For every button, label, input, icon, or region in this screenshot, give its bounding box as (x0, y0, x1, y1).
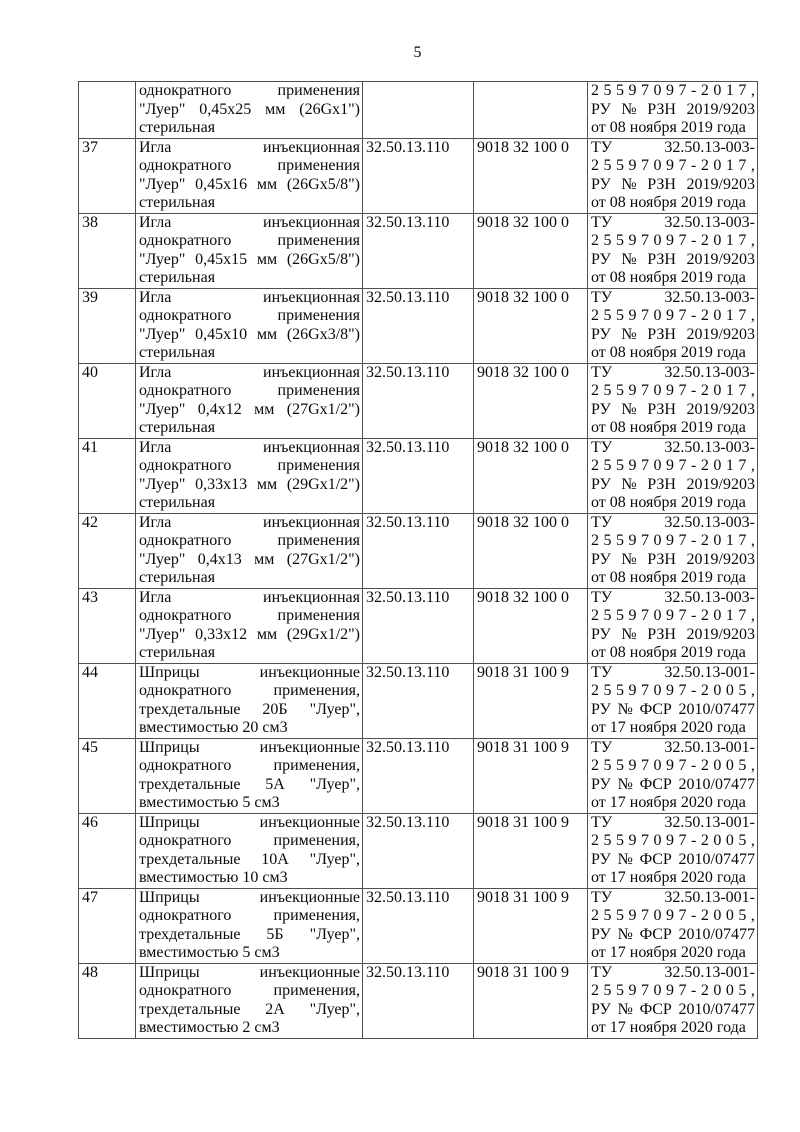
text-line: вместимостью 20 см3 (139, 719, 288, 736)
text-line: "Луер" 0,4x12 мм (27Gx1/2") (139, 400, 360, 418)
cell-row-number: 41 (79, 438, 136, 513)
text-line: однократного применения (139, 532, 360, 549)
text-line: "Луер" 0,45x15 мм (26Gx5/8") (139, 250, 360, 268)
text-line: от 17 ноября 2020 года (591, 944, 746, 961)
text-line: Игла инъекционная (139, 213, 360, 231)
text-line: от 08 ноября 2019 года (591, 119, 746, 136)
cell-classification-code: 32.50.13.110 (363, 213, 474, 288)
text-line: 2 5 5 9 7 0 9 7 - 2 0 1 7 , (591, 457, 755, 474)
text-line: однократного применения (139, 157, 360, 174)
cell-customs-code: 9018 32 100 0 (474, 588, 588, 663)
text-line: однократного применения (139, 232, 360, 249)
text-line: ТУ 32.50.13-003- (591, 363, 755, 381)
cell-product-name (136, 438, 363, 513)
text-line: 2 5 5 9 7 0 9 7 - 2 0 1 7 , (591, 157, 755, 174)
text-line: ТУ 32.50.13-003- (591, 213, 755, 231)
cell-product-name (136, 963, 363, 1038)
text-line: вместимостью 5 см3 (139, 794, 280, 811)
text-line: стерильная (139, 419, 216, 436)
text-line: РУ № РЗН 2019/9203 (591, 475, 755, 493)
cell-row-number: 40 (79, 363, 136, 438)
cell-product-name (136, 288, 363, 363)
cell-customs-code: 9018 31 100 9 (474, 813, 588, 888)
table-row (79, 363, 758, 438)
cell-product-name (136, 738, 363, 813)
text-line: РУ № ФСР 2010/07477 (591, 775, 755, 793)
cell-row-number: 46 (79, 813, 136, 888)
text-line: от 17 ноября 2020 года (591, 794, 746, 811)
text-line: 2 5 5 9 7 0 9 7 - 2 0 0 5 , (591, 832, 755, 849)
text-line: стерильная (139, 194, 216, 211)
text-line: "Луер" 0,33x12 мм (29Gx1/2") (139, 625, 360, 643)
text-line: ТУ 32.50.13-003- (591, 138, 755, 156)
cell-product-name (136, 138, 363, 213)
cell-customs-code: 9018 32 100 0 (474, 138, 588, 213)
cell-row-number: 44 (79, 663, 136, 738)
text-line: РУ № РЗН 2019/9203 (591, 175, 755, 193)
text-line: стерильная (139, 494, 216, 511)
cell-classification-code: 32.50.13.110 (363, 138, 474, 213)
products-table (78, 81, 758, 1039)
table-row (79, 588, 758, 663)
cell-customs-code: 9018 31 100 9 (474, 888, 588, 963)
text-line: Игла инъекционная (139, 513, 360, 531)
text-line: трехдетальные 2А "Луер", (139, 1000, 360, 1018)
text-line: однократного применения (139, 382, 360, 399)
cell-customs-code: 9018 32 100 0 (474, 513, 588, 588)
cell-row-number: 42 (79, 513, 136, 588)
cell-product-name (136, 513, 363, 588)
text-line: Шприцы инъекционные (139, 663, 360, 681)
text-line: от 17 ноября 2020 года (591, 869, 746, 886)
cell-customs-code: 9018 32 100 0 (474, 363, 588, 438)
cell-customs-code: 9018 31 100 9 (474, 663, 588, 738)
cell-product-name (136, 888, 363, 963)
text-line: трехдетальные 20Б "Луер", (139, 700, 360, 718)
cell-registration-info (588, 738, 758, 813)
cell-registration-info (588, 288, 758, 363)
cell-product-name (136, 813, 363, 888)
text-line: трехдетальные 10А "Луер", (139, 850, 360, 868)
cell-product-name (136, 663, 363, 738)
text-line: РУ № ФСР 2010/07477 (591, 1000, 755, 1018)
cell-product-name (136, 588, 363, 663)
text-line: от 08 ноября 2019 года (591, 194, 746, 211)
text-line: Шприцы инъекционные (139, 888, 360, 906)
text-line: ТУ 32.50.13-001- (591, 963, 755, 981)
text-line: 2 5 5 9 7 0 9 7 - 2 0 1 7 , (591, 607, 755, 624)
cell-row-number: 37 (79, 138, 136, 213)
table-row (79, 963, 758, 1038)
text-line: Шприцы инъекционные (139, 963, 360, 981)
text-line: РУ № РЗН 2019/9203 (591, 625, 755, 643)
cell-product-name (136, 213, 363, 288)
text-line: стерильная (139, 569, 216, 586)
text-line: стерильная (139, 119, 216, 136)
cell-customs-code: 9018 31 100 9 (474, 738, 588, 813)
cell-registration-info (588, 813, 758, 888)
text-line: стерильная (139, 644, 216, 661)
text-line: от 08 ноября 2019 года (591, 269, 746, 286)
cell-classification-code: 32.50.13.110 (363, 663, 474, 738)
cell-registration-info (588, 588, 758, 663)
table-row (79, 888, 758, 963)
cell-classification-code: 32.50.13.110 (363, 588, 474, 663)
cell-registration-info (588, 138, 758, 213)
table-row (79, 513, 758, 588)
table-row (79, 813, 758, 888)
table-row (79, 288, 758, 363)
text-line: от 17 ноября 2020 года (591, 1019, 746, 1036)
text-line: 2 5 5 9 7 0 9 7 - 2 0 1 7 , (591, 532, 755, 549)
text-line: "Луер" 0,45x16 мм (26Gx5/8") (139, 175, 360, 193)
cell-product-name (136, 363, 363, 438)
table-row (79, 213, 758, 288)
text-line: 2 5 5 9 7 0 9 7 - 2 0 0 5 , (591, 682, 755, 699)
cell-customs-code (474, 82, 588, 139)
text-line: РУ № ФСР 2010/07477 (591, 700, 755, 718)
cell-registration-info (588, 963, 758, 1038)
cell-classification-code (363, 82, 474, 139)
table-row (79, 82, 758, 139)
cell-row-number: 39 (79, 288, 136, 363)
text-line: однократного применения, (139, 907, 360, 924)
cell-customs-code: 9018 32 100 0 (474, 438, 588, 513)
text-line: однократного применения (139, 82, 360, 99)
text-line: трехдетальные 5А "Луер", (139, 775, 360, 793)
text-line: ТУ 32.50.13-001- (591, 813, 755, 831)
text-line: однократного применения, (139, 757, 360, 774)
text-line: РУ № ФСР 2010/07477 (591, 925, 755, 943)
cell-registration-info (588, 438, 758, 513)
cell-registration-info (588, 363, 758, 438)
text-line: ТУ 32.50.13-003- (591, 438, 755, 456)
text-line: от 17 ноября 2020 года (591, 719, 746, 736)
text-line: "Луер" 0,45x10 мм (26Gx3/8") (139, 325, 360, 343)
cell-row-number: 43 (79, 588, 136, 663)
text-line: 2 5 5 9 7 0 9 7 - 2 0 1 7 , (591, 82, 755, 99)
text-line: РУ № РЗН 2019/9203 (591, 400, 755, 418)
text-line: ТУ 32.50.13-003- (591, 288, 755, 306)
table-row (79, 738, 758, 813)
cell-classification-code: 32.50.13.110 (363, 513, 474, 588)
text-line: от 08 ноября 2019 года (591, 494, 746, 511)
text-line: однократного применения, (139, 832, 360, 849)
table-row (79, 138, 758, 213)
cell-customs-code: 9018 32 100 0 (474, 288, 588, 363)
text-line: ТУ 32.50.13-003- (591, 513, 755, 531)
text-line: от 08 ноября 2019 года (591, 419, 746, 436)
text-line: вместимостью 2 см3 (139, 1019, 280, 1036)
text-line: РУ № РЗН 2019/9203 (591, 250, 755, 268)
text-line: стерильная (139, 344, 216, 361)
cell-registration-info (588, 213, 758, 288)
text-line: РУ № ФСР 2010/07477 (591, 850, 755, 868)
cell-classification-code: 32.50.13.110 (363, 438, 474, 513)
cell-registration-info (588, 513, 758, 588)
text-line: ТУ 32.50.13-001- (591, 888, 755, 906)
text-line: Игла инъекционная (139, 288, 360, 306)
text-line: 2 5 5 9 7 0 9 7 - 2 0 0 5 , (591, 907, 755, 924)
cell-row-number: 47 (79, 888, 136, 963)
cell-row-number: 45 (79, 738, 136, 813)
text-line: однократного применения, (139, 982, 360, 999)
text-line: РУ № РЗН 2019/9203 (591, 325, 755, 343)
cell-classification-code: 32.50.13.110 (363, 813, 474, 888)
text-line: Игла инъекционная (139, 138, 360, 156)
cell-product-name (136, 82, 363, 139)
text-line: ТУ 32.50.13-003- (591, 588, 755, 606)
text-line: 2 5 5 9 7 0 9 7 - 2 0 0 5 , (591, 757, 755, 774)
text-line: Шприцы инъекционные (139, 738, 360, 756)
text-line: Шприцы инъекционные (139, 813, 360, 831)
text-line: 2 5 5 9 7 0 9 7 - 2 0 1 7 , (591, 307, 755, 324)
text-line: РУ № РЗН 2019/9203 (591, 550, 755, 568)
cell-registration-info (588, 663, 758, 738)
cell-classification-code: 32.50.13.110 (363, 738, 474, 813)
cell-classification-code: 32.50.13.110 (363, 963, 474, 1038)
text-line: стерильная (139, 269, 216, 286)
text-line: однократного применения (139, 457, 360, 474)
text-line: "Луер" 0,33x13 мм (29Gx1/2") (139, 475, 360, 493)
text-line: 2 5 5 9 7 0 9 7 - 2 0 1 7 , (591, 232, 755, 249)
text-line: 2 5 5 9 7 0 9 7 - 2 0 0 5 , (591, 982, 755, 999)
table-row (79, 438, 758, 513)
text-line: РУ № РЗН 2019/9203 (591, 100, 755, 118)
text-line: однократного применения, (139, 682, 360, 699)
text-line: от 08 ноября 2019 года (591, 569, 746, 586)
text-line: Игла инъекционная (139, 438, 360, 456)
page-number: 5 (413, 44, 422, 61)
text-line: Игла инъекционная (139, 363, 360, 381)
cell-classification-code: 32.50.13.110 (363, 288, 474, 363)
text-line: трехдетальные 5Б "Луер", (139, 925, 360, 943)
text-line: ТУ 32.50.13-001- (591, 738, 755, 756)
text-line: 2 5 5 9 7 0 9 7 - 2 0 1 7 , (591, 382, 755, 399)
text-line: ТУ 32.50.13-001- (591, 663, 755, 681)
text-line: от 08 ноября 2019 года (591, 644, 746, 661)
cell-customs-code: 9018 32 100 0 (474, 213, 588, 288)
text-line: однократного применения (139, 307, 360, 324)
cell-customs-code: 9018 31 100 9 (474, 963, 588, 1038)
text-line: Игла инъекционная (139, 588, 360, 606)
cell-registration-info (588, 82, 758, 139)
cell-registration-info (588, 888, 758, 963)
text-line: "Луер" 0,4x13 мм (27Gx1/2") (139, 550, 360, 568)
text-line: вместимостью 10 см3 (139, 869, 288, 886)
table-row (79, 663, 758, 738)
cell-classification-code: 32.50.13.110 (363, 363, 474, 438)
cell-row-number: 48 (79, 963, 136, 1038)
text-line: однократного применения (139, 607, 360, 624)
products-table-body (79, 82, 758, 1039)
text-line: вместимостью 5 см3 (139, 944, 280, 961)
text-line: от 08 ноября 2019 года (591, 344, 746, 361)
cell-row-number: 38 (79, 213, 136, 288)
text-line: "Луер" 0,45x25 мм (26Gx1") (139, 100, 360, 118)
cell-classification-code: 32.50.13.110 (363, 888, 474, 963)
cell-row-number (79, 82, 136, 139)
